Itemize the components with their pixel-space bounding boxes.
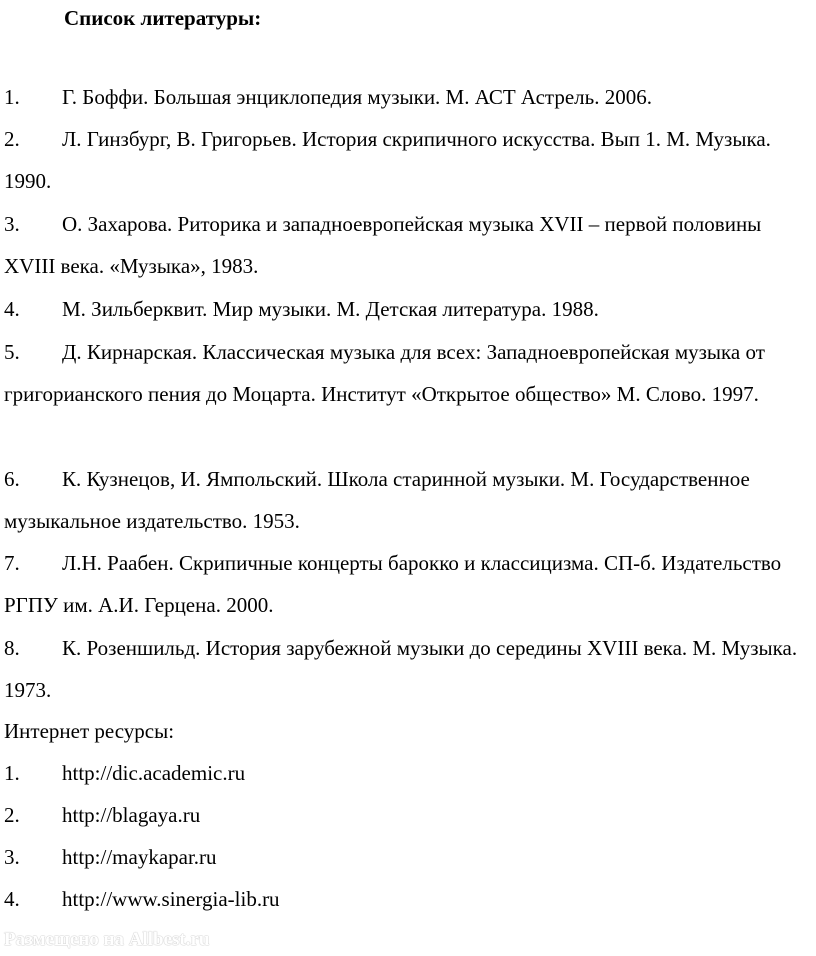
reference-number: 3. (4, 212, 20, 236)
internet-link[interactable]: http://blagaya.ru (62, 803, 201, 827)
reference-text: К. Розеншильд. История зарубежной музыки до середины XVIII века. М. Музыка. 1973. (4, 636, 798, 702)
reference-item-1 (4, 76, 810, 118)
reference-item-8 (4, 627, 810, 711)
reference-text: К. Кузнецов, И. Ямпольский. Школа старинной музыки. М. Государственное музыкальное издательство. 1953. (4, 467, 750, 533)
reference-item-6 (4, 458, 810, 542)
internet-number: 2. (4, 803, 20, 827)
reference-number: 6. (4, 467, 20, 491)
internet-number: 4. (4, 887, 20, 911)
internet-link[interactable]: http://www.sinergia-lib.ru (62, 887, 280, 911)
reference-item-7 (4, 542, 810, 626)
internet-number: 3. (4, 845, 20, 869)
reference-text: М. Зильберквит. Мир музыки. М. Детская литература. 1988. (62, 297, 599, 321)
reference-number: 7. (4, 551, 20, 575)
reference-item-2 (4, 118, 810, 202)
reference-number: 8. (4, 636, 20, 660)
reference-number: 2. (4, 127, 20, 151)
internet-link[interactable]: http://maykapar.ru (62, 845, 217, 869)
internet-link[interactable]: http://dic.academic.ru (62, 761, 246, 785)
internet-number: 1. (4, 761, 20, 785)
reference-item-4 (4, 288, 810, 330)
reference-number: 1. (4, 85, 20, 109)
reference-text: О. Захарова. Риторика и западноевропейская музыка XVII – первой половины XVIII века. «Музыка», 1983. (4, 212, 762, 278)
internet-item-2 (4, 794, 810, 836)
reference-number: 4. (4, 297, 20, 321)
reference-item-3 (4, 203, 810, 287)
internet-item-1 (4, 752, 810, 794)
reference-number: 5. (4, 340, 20, 364)
reference-item-5 (4, 331, 810, 415)
internet-item-3 (4, 836, 810, 878)
reference-text: Д. Кирнарская. Классическая музыка для всех: Западноевропейская музыка от григорианского пения до Моцарта. Институт «Открытое общество» М. Слово. 1997. (4, 340, 765, 406)
reference-text: Л. Гинзбург, В. Григорьев. История скрипичного искусства. Вып 1. М. Музыка. 1990. (4, 127, 771, 193)
reference-text: Г. Боффи. Большая энциклопедия музыки. М. АСТ Астрель. 2006. (62, 85, 652, 109)
watermark: Размещено на Allbest.ru (4, 929, 210, 950)
page-title: Список литературы: (64, 6, 262, 30)
internet-item-4 (4, 878, 810, 920)
reference-text: Л.Н. Раабен. Скрипичные концерты барокко и классицизма. СП-б. Издательство РГПУ им. А.И. Герцена. 2000. (4, 551, 782, 617)
internet-resources-heading: Интернет ресурсы: (4, 719, 175, 743)
